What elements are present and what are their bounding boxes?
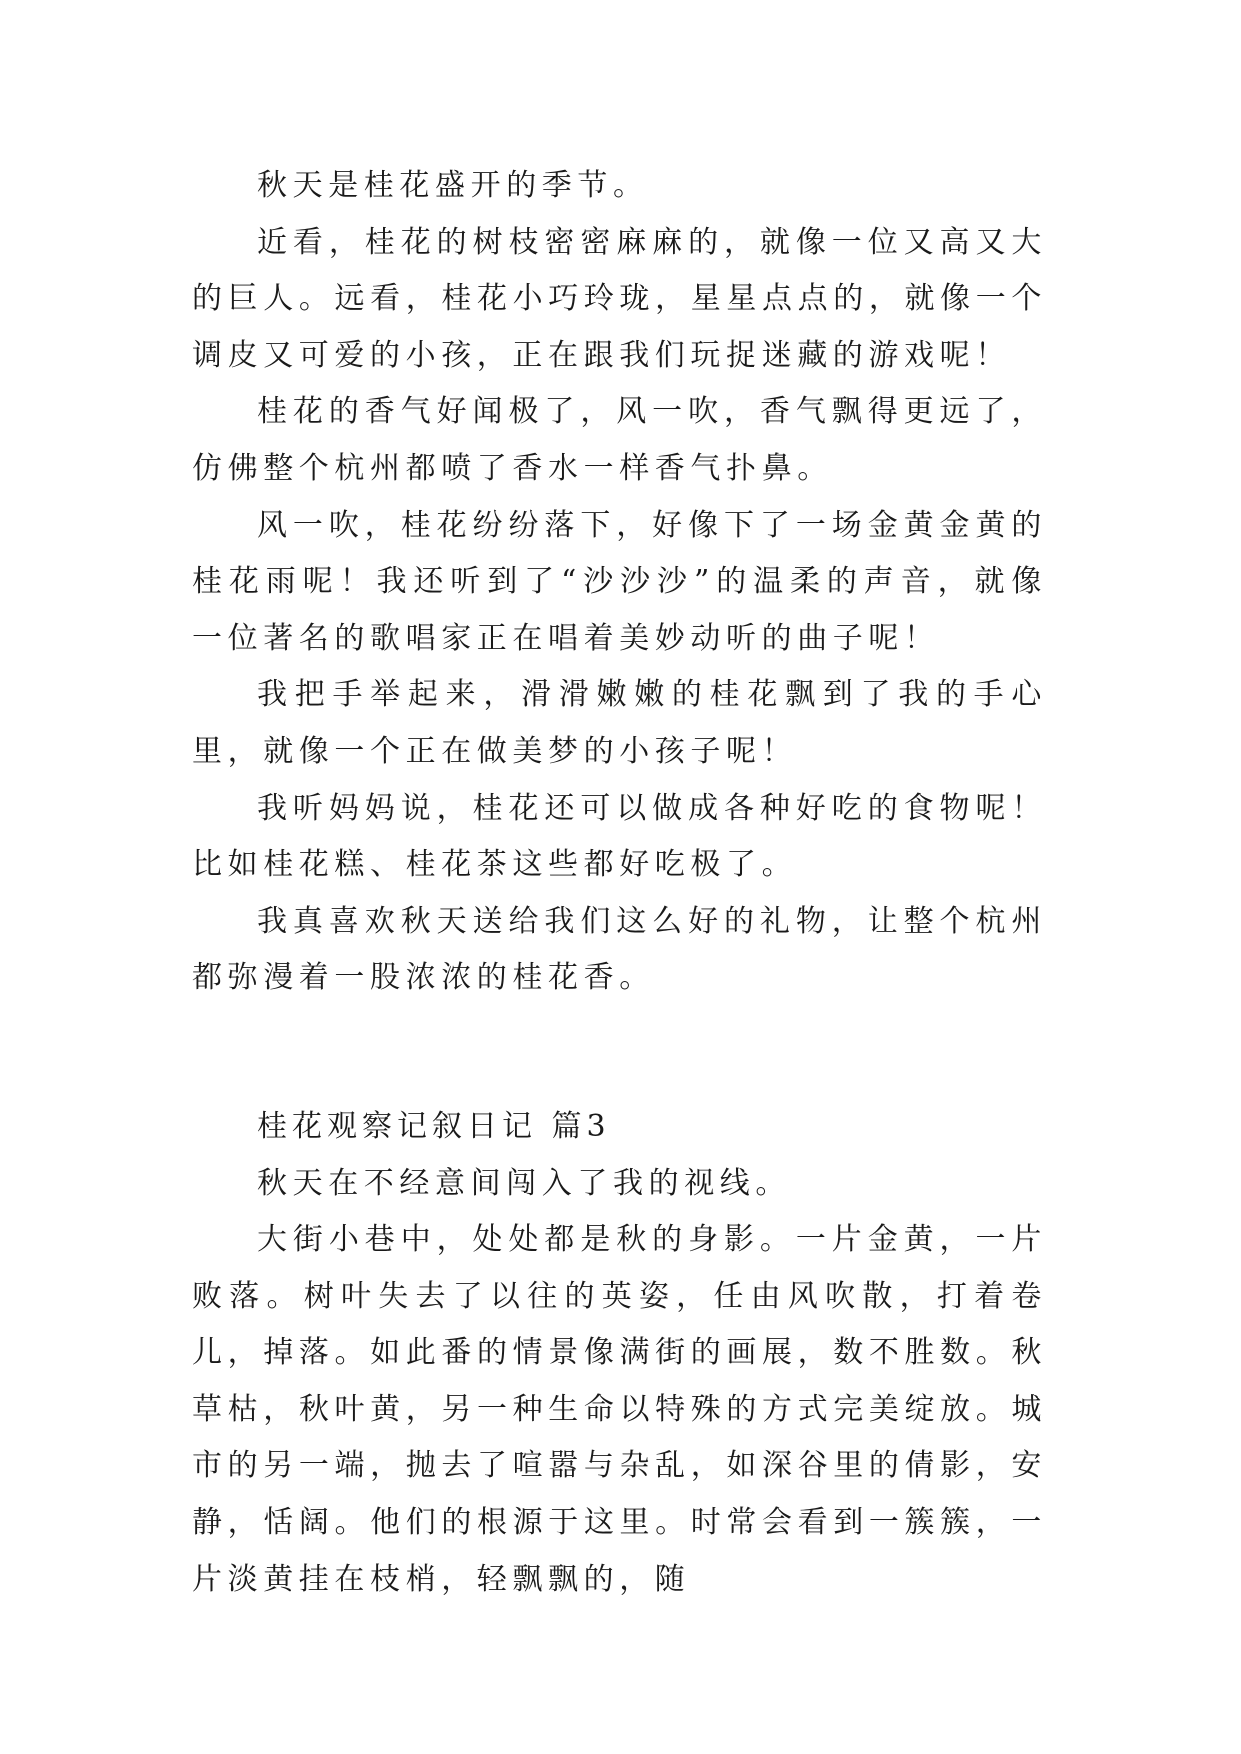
paragraph: 风一吹，桂花纷纷落下，好像下了一场金黄金黄的桂花雨呢！我还听到了“沙沙沙”的温柔的声音，就像一位著名的歌唱家正在唱着美妙动听的曲子呢！ [192,507,1047,656]
section-spacer [192,1007,1047,1099]
document-body [192,158,1047,1608]
paragraph: 我听妈妈说，桂花还可以做成各种好吃的食物呢！比如桂花糕、桂花茶这些都好吃极了。 [192,790,1047,883]
paragraph: 桂花的香气好闻极了，风一吹，香气飘得更远了，仿佛整个杭州都喷了香水一样香气扑鼻。 [192,394,1047,486]
paragraph: 大街小巷中，处处都是秋的身影。一片金黄，一片败落。树叶失去了以往的英姿，任由风吹散，打着卷儿，掉落。如此番的情景像满街的画展，数不胜数。秋草枯，秋叶黄，另一种生命以特殊的方式完美绽放。城市的另一端，抛去了喧嚣与杂乱，如深谷里的倩影，安静，恬阔。他们的根源于这里。时常会看到一簇簇，一片淡黄挂在枝梢，轻飘飘的，随 [192,1222,1047,1597]
paragraph: 近看，桂花的树枝密密麻麻的，就像一位又高又大的巨人。远看，桂花小巧玲珑，星星点点的，就像一个调皮又可爱的小孩，正在跟我们玩捉迷藏的游戏呢！ [192,224,1047,373]
paragraph: 我把手举起来，滑滑嫩嫩的桂花飘到了我的手心里，就像一个正在做美梦的小孩子呢！ [192,677,1047,769]
paragraph: 秋天是桂花盛开的季节。 [257,168,649,203]
section-title: 桂花观察记叙日记 篇3 [257,1108,611,1144]
paragraph: 我真喜欢秋天送给我们这么好的礼物，让整个杭州都弥漫着一股浓浓的桂花香。 [192,903,1047,996]
paragraph: 秋天在不经意间闯入了我的视线。 [257,1165,791,1201]
